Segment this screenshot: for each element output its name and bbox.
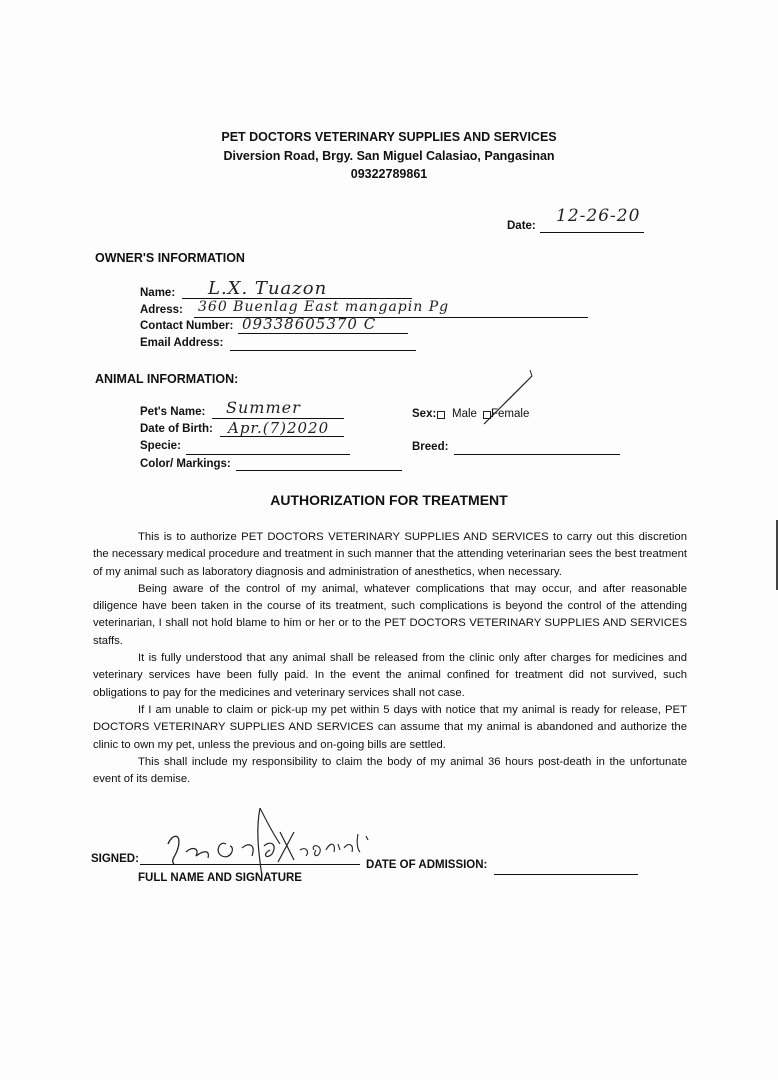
date-line	[540, 232, 644, 233]
pet-name-label: Pet's Name:	[140, 406, 206, 418]
authorization-paragraph: It is fully understood that any animal shall be released from the clinic only after charges for medicines and veterinary services have been fully paid. In the event the animal confined for treatment did not survived, such obligations to pay for the medicines and veterinary services shall not case.	[93, 652, 687, 699]
date-admission-label: DATE OF ADMISSION:	[366, 859, 488, 871]
clinic-name: PET DOCTORS VETERINARY SUPPLIES AND SERVICES	[221, 130, 557, 144]
sex-male-label: Male	[452, 408, 477, 420]
female-check-mark	[470, 368, 540, 428]
animal-section-title: ANIMAL INFORMATION:	[95, 372, 239, 386]
owner-contact-value: 09338605370 C	[242, 315, 377, 333]
color-line	[236, 470, 402, 471]
authorization-paragraph: If I am unable to claim or pick-up my pet within 5 days with notice that my animal is ready for release, PET DOCTORS VETERINARY SUPPLIES AND SERVICES can assume that my animal is abandoned and authorize the clinic to own my pet, unless the previous and on-going bills are settled.	[93, 703, 687, 751]
authorization-paragraph: This shall include my responsibility to claim the body of my animal 36 hours post-death in the unfortunate event of its demise.	[93, 755, 687, 786]
dob-label: Date of Birth:	[140, 423, 213, 435]
signed-label: SIGNED:	[91, 853, 139, 865]
handwritten-signature	[160, 804, 390, 890]
male-checkbox[interactable]	[437, 411, 445, 419]
specie-label: Specie:	[140, 440, 181, 452]
clinic-phone: 09322789861	[350, 167, 428, 181]
full-name-signature-label: FULL NAME AND SIGNATURE	[138, 872, 302, 884]
color-label: Color/ Markings:	[140, 458, 231, 470]
owner-contact-label: Contact Number:	[140, 320, 234, 332]
authorization-paragraph: This is to authorize PET DOCTORS VETERINARY SUPPLIES AND SERVICES to carry out this discretion the necessary medical procedure and treatment in such manner that the attending veterinarian sees the best treatment of my animal such as laboratory diagnosis and administration of anesthetics, when necessary.	[93, 531, 687, 578]
date-value: 12-26-20	[556, 206, 641, 226]
owner-email-line	[230, 350, 416, 351]
sex-label: Sex:	[412, 408, 437, 420]
date-admission-line	[494, 874, 638, 875]
owner-address-label: Adress:	[140, 304, 183, 316]
clinic-address: Diversion Road, Brgy. San Miguel Calasiao, Pangasinan	[223, 149, 555, 163]
owner-name-value: L.X. Tuazon	[208, 278, 328, 299]
owner-address-value: 360 Buenlag East mangapin Pg	[198, 299, 450, 315]
sex-female-label: Female	[491, 408, 530, 420]
authorization-title: AUTHORIZATION FOR TREATMENT	[270, 492, 508, 508]
breed-line	[454, 454, 620, 455]
owner-section-title: OWNER'S INFORMATION	[95, 251, 245, 265]
authorization-paragraph: Being aware of the control of my animal, whatever complications that may occur, and after reasonable diligence have been taken in the course of its treatment, such complications is beyond the control of the attending veterinarian, I shall not hold blame to him or her or to the PET DOCTORS VETERINARY SUPPLIES AND SERVICES staffs.	[93, 582, 687, 647]
owner-name-label: Name:	[140, 287, 176, 299]
owner-email-label: Email Address:	[140, 337, 224, 349]
date-label: Date:	[507, 220, 536, 232]
pet-name-value: Summer	[226, 398, 301, 417]
owner-contact-line	[238, 333, 408, 334]
dob-value: Apr.(7)2020	[228, 419, 330, 437]
authorization-body	[93, 529, 687, 788]
breed-label: Breed:	[412, 441, 449, 453]
specie-line	[186, 454, 350, 455]
